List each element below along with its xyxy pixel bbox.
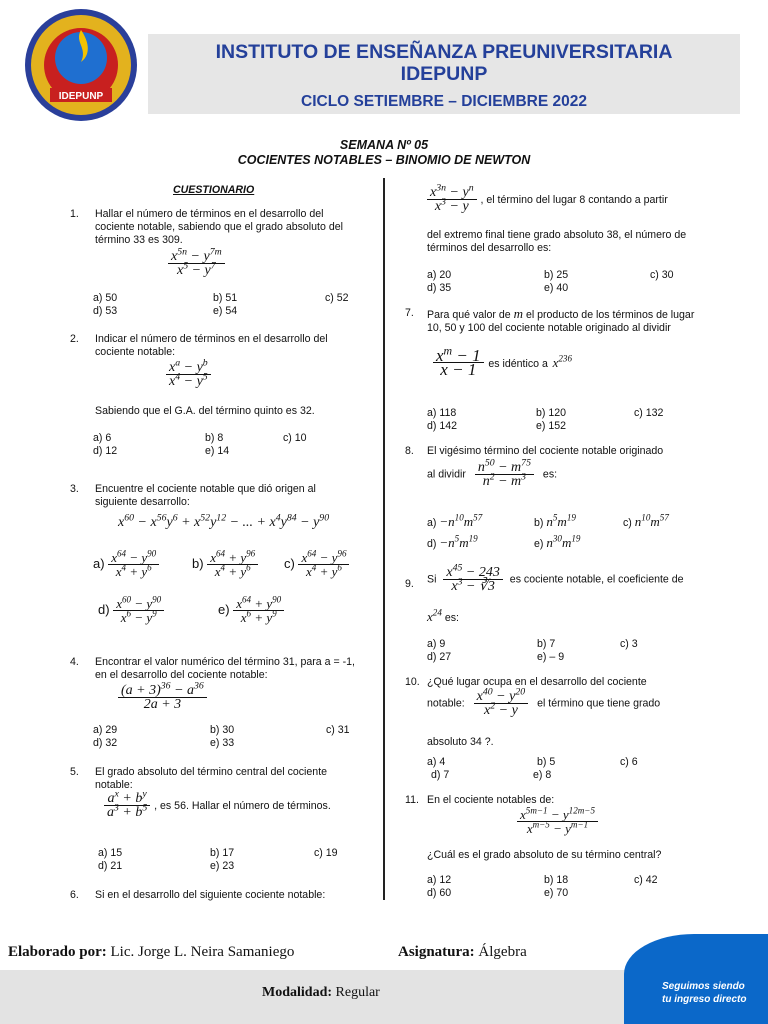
option: c) 52 bbox=[325, 292, 349, 304]
column-divider bbox=[383, 178, 385, 900]
slogan: Seguimos siendo tu ingreso directo bbox=[662, 981, 747, 1005]
formula: $x^{60} - x^{56}y^6 + x^{52}y^{12}$ − ... + $x^4y^{84} - y^{90}$ bbox=[118, 512, 330, 530]
option: d) 27 bbox=[427, 651, 452, 663]
question-text-after: Sabiendo que el G.A. del término quinto es 32. bbox=[95, 405, 315, 417]
option-d: d) $\frac{x^{60} - y^{90}}{x^6 - y^9}$ bbox=[98, 597, 164, 624]
option: a) 20 bbox=[427, 269, 452, 281]
option: d) 32 bbox=[93, 737, 118, 749]
option: b) 7 bbox=[537, 638, 556, 650]
option: a) 9 bbox=[427, 638, 446, 650]
question-number: 4. bbox=[70, 656, 79, 668]
formula: $\frac{(a + 3)^{36} - a^{36}}{2a + 3}$ bbox=[118, 684, 207, 711]
option: b) 5 bbox=[537, 756, 556, 768]
question-number: 7. bbox=[405, 307, 414, 319]
option: e) 33 bbox=[210, 737, 235, 749]
question-text: Si en el desarrollo del siguiente cociente notable: bbox=[95, 889, 326, 901]
option: b) 120 bbox=[536, 407, 567, 419]
option: d) 60 bbox=[427, 887, 452, 899]
question-number: 8. bbox=[405, 445, 414, 457]
option: a) 15 bbox=[98, 847, 123, 859]
option-e: e) $n^{30}m^{19}$ bbox=[534, 533, 581, 550]
question-text: El vigésimo término del cociente notable originado bbox=[427, 445, 664, 457]
option: d) 12 bbox=[93, 445, 118, 457]
option: b) 18 bbox=[544, 874, 569, 886]
option: c) 42 bbox=[634, 874, 658, 886]
question-number: 9. bbox=[405, 578, 414, 590]
option-b: b) $n^5m^{19}$ bbox=[534, 512, 576, 529]
right-column bbox=[405, 0, 705, 920]
subject: Asignatura: Álgebra bbox=[398, 944, 527, 960]
option: c) 3 bbox=[620, 638, 638, 650]
option: e) – 9 bbox=[537, 651, 565, 663]
topic-title: COCIENTES NOTABLES – BINOMIO DE NEWTON bbox=[237, 153, 531, 167]
option: d) 7 bbox=[431, 769, 450, 781]
option-c: c) $n^{10}m^{57}$ bbox=[623, 512, 669, 529]
question-number: 10. bbox=[405, 676, 420, 688]
option: a) 4 bbox=[427, 756, 446, 768]
slogan-panel bbox=[624, 934, 768, 1024]
option-d: $d) -n^5m^{19}$ bbox=[427, 533, 478, 550]
question-text: Indicar el número de términos en el desarrollo del cociente notable: bbox=[95, 333, 328, 358]
formula: $\frac{x^{5n} - y^{7m}}{x^5 - y^7}$ bbox=[168, 250, 225, 277]
svg-text:IDEPUNP: IDEPUNP bbox=[58, 91, 104, 102]
question-text: Encuentre el cociente notable que dió origen al siguiente desarrollo: bbox=[95, 483, 316, 508]
formula: al dividir $\frac{n^{50} - m^{75}}{n^2 - m^3}$ es: bbox=[427, 457, 558, 489]
footer bbox=[0, 930, 768, 1024]
option: b) 51 bbox=[213, 292, 238, 304]
modality: Modalidad: Regular bbox=[262, 985, 380, 1000]
institute-title: INSTITUTO DE ENSEÑANZA PREUNIVERSITARIA bbox=[215, 41, 673, 63]
option-c: c) $\frac{x^{64} - y^{96}}{x^4 + y^6}$ bbox=[284, 551, 349, 578]
question-number: 2. bbox=[70, 333, 79, 345]
option: e) 23 bbox=[210, 860, 235, 872]
option: e) 14 bbox=[205, 445, 230, 457]
option: d) 142 bbox=[427, 420, 458, 432]
option-e: e) $\frac{x^{64} + y^{90}}{x^6 + y^9}$ bbox=[218, 597, 284, 624]
option-a: $a) -n^{10}m^{57}$ bbox=[427, 512, 483, 529]
question-text: Encontrar el valor numérico del término 31, para a = -1, en el desarrollo del cociente notable: bbox=[95, 656, 355, 681]
formula: $\frac{x^{3n} - y^n}{x^3 - y}$ , el término del lugar 8 contando a partir bbox=[427, 186, 668, 213]
option-a: a) $\frac{x^{64} - y^{90}}{x^4 + y^6}$ bbox=[93, 551, 159, 578]
cycle-title: CICLO SETIEMBRE – DICIEMBRE 2022 bbox=[301, 93, 587, 110]
question-text-after: ¿Cuál es el grado absoluto de su término central? bbox=[427, 849, 662, 861]
option: b) 8 bbox=[205, 432, 224, 444]
question-number: 1. bbox=[70, 208, 79, 220]
question-number: 11. bbox=[405, 794, 419, 806]
left-column bbox=[70, 0, 370, 920]
formula: notable: $\frac{x^{40} - y^{20}}{x^2 - y}$ el término que tiene grado bbox=[427, 686, 661, 718]
question-number: 5. bbox=[70, 766, 79, 778]
section-title: CUESTIONARIO bbox=[173, 184, 255, 196]
question-tail: $x^{24}$ es: bbox=[427, 607, 459, 624]
option-b: b) $\frac{x^{64} + y^{96}}{x^4 + y^6}$ bbox=[192, 551, 258, 578]
question-text: del extremo final tiene grado absoluto 38, el número de términos del desarrollo es: bbox=[427, 229, 687, 254]
option: e) 70 bbox=[544, 887, 569, 899]
formula: $\frac{x^{5m-1} - y^{12m-5}}{x^{m-5} - y^{m-1}}$ bbox=[517, 808, 598, 835]
option: c) 132 bbox=[634, 407, 664, 419]
formula: Si $\frac{x^{45} - 243}{x^3 - ∛3}$ es cociente notable, el coeficiente de bbox=[427, 562, 684, 594]
option: c) 30 bbox=[650, 269, 674, 281]
option: e) 54 bbox=[213, 305, 238, 317]
question-tail: absoluto 34 ?. bbox=[427, 736, 494, 748]
option: a) 12 bbox=[427, 874, 452, 886]
option: a) 118 bbox=[427, 407, 457, 419]
option: a) 50 bbox=[93, 292, 118, 304]
formula: $\frac{a^x + b^y}{a^3 + b^5}$ , es 56. Hallar el número de términos. bbox=[104, 792, 331, 819]
option: b) 17 bbox=[210, 847, 235, 859]
question-text: ¿Qué lugar ocupa en el desarrollo del cociente bbox=[427, 676, 647, 688]
question-number: 3. bbox=[70, 483, 79, 495]
option: b) 30 bbox=[210, 724, 235, 736]
option: c) 10 bbox=[283, 432, 307, 444]
institute-acronym: IDEPUNP bbox=[400, 63, 488, 85]
question-text: En el cociente notables de: bbox=[427, 794, 555, 806]
option: d) 35 bbox=[427, 282, 452, 294]
option: b) 25 bbox=[544, 269, 569, 281]
option: a) 6 bbox=[93, 432, 112, 444]
question-text: Para qué valor de m el producto de los términos de lugar 10, 50 y 100 del cociente notable originado al dividir bbox=[427, 306, 695, 334]
formula: $\frac{x^a - y^b}{x^4 - y^5}$ bbox=[166, 361, 211, 388]
option: c) 6 bbox=[620, 756, 638, 768]
option: c) 19 bbox=[314, 847, 338, 859]
option: e) 8 bbox=[533, 769, 552, 781]
option: d) 53 bbox=[93, 305, 118, 317]
question-text: Hallar el número de términos en el desarrollo del cociente notable, sabiendo que el grado absoluto del término 33 es 309. bbox=[95, 208, 343, 246]
option: e) 152 bbox=[536, 420, 567, 432]
question-number: 6. bbox=[70, 889, 79, 901]
option: a) 29 bbox=[93, 724, 118, 736]
week-title: SEMANA Nº 05 bbox=[339, 138, 429, 152]
author: Elaborado por: Lic. Jorge L. Neira Samaniego bbox=[8, 944, 295, 960]
formula: $\frac{x^m - 1}{x - 1}$ es idéntico a $x^{236}$ bbox=[433, 349, 572, 376]
option: c) 31 bbox=[326, 724, 350, 736]
option: d) 21 bbox=[98, 860, 123, 872]
option: e) 40 bbox=[544, 282, 569, 294]
question-text: El grado absoluto del término central del cociente notable: bbox=[95, 766, 328, 791]
